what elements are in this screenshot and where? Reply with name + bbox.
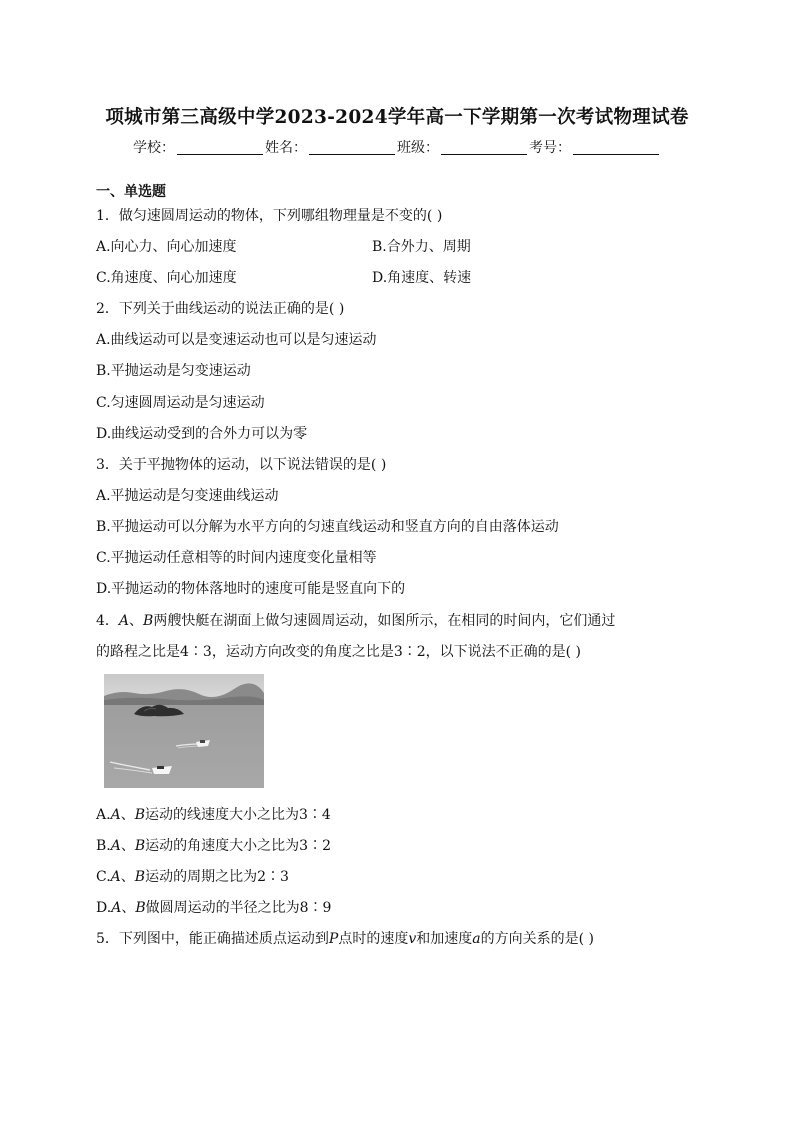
class-label: 班级： [397, 140, 439, 156]
var-a: A [110, 838, 121, 854]
q2-stem: 2．下列关于曲线运动的说法正确的是( ) [96, 301, 345, 317]
name-blank [309, 140, 395, 155]
q3-option-b: B.平抛运动可以分解为水平方向的匀速直线运动和竖直方向的自由落体运动 [96, 519, 559, 535]
var-a: A [110, 807, 121, 823]
q4-option-a [96, 804, 331, 824]
option-c-text: 运动的周期之比为2∶3 [145, 869, 289, 885]
number-blank [573, 140, 659, 155]
q5-text-4: 的方向关系的是( ) [480, 931, 594, 947]
q4-number: 4． [96, 613, 119, 629]
var-b: B [143, 613, 154, 629]
q1-option-b: B.合外力、周期 [372, 239, 471, 255]
option-c-prefix: C. [96, 869, 111, 885]
q4-option-b [96, 835, 331, 855]
q1-option-a: A.向心力、向心加速度 [96, 239, 237, 255]
var-b: B [134, 869, 146, 885]
speedboat-lake-photo [104, 674, 264, 788]
option-d-prefix: D. [96, 900, 112, 916]
var-accel: a [472, 931, 481, 947]
q3-option-c: C.平抛运动任意相等的时间内速度变化量相等 [96, 550, 377, 566]
q5-text-2: 点时的速度 [338, 931, 409, 947]
var-b: B [135, 900, 146, 916]
q1-option-c: C.角速度、向心加速度 [96, 270, 237, 286]
q4-option-c [96, 866, 289, 886]
q1-option-d: D.角速度、转速 [372, 270, 472, 286]
var-a: A [118, 613, 130, 629]
var-v: v [408, 931, 417, 947]
q4-stem-line1 [96, 610, 615, 630]
separator: 、 [120, 869, 135, 885]
separator: 、 [129, 613, 144, 629]
exam-title: 项城市第三高级中学2023-2024学年高一下学期第一次考试物理试卷 [105, 107, 689, 128]
q3-stem: 3．关于平抛物体的运动，以下说法错误的是( ) [96, 457, 387, 473]
var-b: B [134, 838, 146, 854]
option-b-prefix: B. [96, 838, 111, 854]
q1-stem: 1．做匀速圆周运动的物体，下列哪组物理量是不变的( ) [96, 208, 443, 224]
var-a: A [110, 869, 121, 885]
q2-option-b: B.平抛运动是匀变速运动 [96, 363, 251, 379]
q3-option-a: A.平抛运动是匀变速曲线运动 [96, 488, 279, 504]
var-a: A [111, 900, 122, 916]
separator: 、 [121, 900, 136, 916]
option-d-text: 做圆周运动的半径之比为8∶9 [145, 900, 332, 916]
var-p: P [328, 931, 339, 947]
option-a-prefix: A. [96, 807, 111, 823]
number-label: 考号： [529, 140, 571, 156]
separator: 、 [120, 807, 135, 823]
school-label: 学校： [133, 140, 175, 156]
var-b: B [134, 807, 145, 823]
class-blank [441, 140, 527, 155]
q3-option-d: D.平抛运动的物体落地时的速度可能是竖直向下的 [96, 581, 406, 597]
q2-option-d: D.曲线运动受到的合外力可以为零 [96, 426, 308, 442]
separator: 、 [120, 838, 135, 854]
q4-option-d [96, 897, 331, 917]
option-a-text: 运动的线速度大小之比为3∶4 [144, 807, 331, 823]
name-label: 姓名： [265, 140, 307, 156]
option-b-text: 运动的角速度大小之比为3∶2 [145, 838, 331, 854]
q2-option-c: C.匀速圆周运动是匀速运动 [96, 395, 265, 411]
q2-option-a: A.曲线运动可以是变速运动也可以是匀速运动 [96, 332, 377, 348]
student-info-row [0, 137, 794, 157]
q4-stem-line2: 的路程之比是4∶3，运动方向改变的角度之比是3∶2，以下说法不正确的是( ) [96, 644, 582, 660]
q4-stem-text: 两艘快艇在湖面上做匀速圆周运动，如图所示，在相同的时间内，它们通过 [153, 613, 616, 629]
q5-stem [96, 928, 594, 948]
section-title: 一、单选题 [96, 184, 166, 200]
q5-text-1: 5．下列图中，能正确描述质点运动到 [96, 931, 329, 947]
school-blank [177, 140, 263, 155]
q5-text-3: 和加速度 [416, 931, 473, 947]
